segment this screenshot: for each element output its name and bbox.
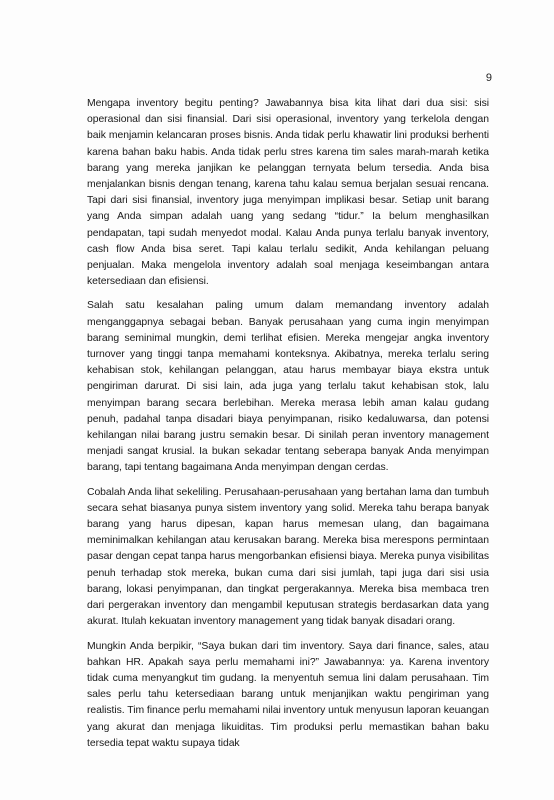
paragraph-2: Salah satu kesalahan paling umum dalam memandang inventory adalah menganggapnya sebagai beban. Banyak perusahaan yang cuma ingin menyimpan barang seminimal mungkin, demi terlihat efisien. Mereka mengejar angka inventory turnover yang tinggi tanpa memahami konteksnya. Akibatnya, mereka terlalu sering kehabisan stok, kehilangan pelanggan, atau harus membayar biaya ekstra untuk pengiriman darurat. Di sisi lain, ada juga yang terlalu takut kehabisan stok, lalu menyimpan barang secara berlebihan. Mereka merasa lebih aman kalau gudang penuh, padahal tanpa disadari biaya penyimpanan, risiko kedaluwarsa, dan potensi kehilangan nilai barang justru semakin besar. Di sinilah peran inventory management menjadi sangat krusial. Ia bukan sekadar tentang seberapa banyak Anda menyimpan barang, tapi tentang bagaimana Anda menyimpan dengan cerdas. bbox=[87, 300, 489, 474]
paragraph-4: Mungkin Anda berpikir, “Saya bukan dari tim inventory. Saya dari finance, sales, atau bahkan HR. Apakah saya perlu memahami ini?” Jawabannya: ya. Karena inventory tidak cuma menyangkut tim gudang. Ia menyentuh semua lini dalam perusahaan. Tim sales perlu tahu ketersediaan barang untuk menjanjikan waktu pengiriman yang realistis. Tim finance perlu memahami nilai inventory untuk menyusun laporan keuangan yang akurat dan menjaga likuiditas. Tim produksi perlu memastikan bahan baku tersedia tepat waktu supaya tidak bbox=[87, 640, 489, 749]
page-number: 9 bbox=[485, 72, 492, 84]
paragraph-1: Mengapa inventory begitu penting? Jawabannya bisa kita lihat dari dua sisi: sisi operasional dan sisi finansial. Dari sisi operasional, inventory yang terkelola dengan baik menjamin kelancaran proses bisnis. Anda tidak perlu khawatir lini produksi berhenti karena bahan baku habis. Anda tidak perlu stres karena tim sales marah-marah ketika barang yang mereka janjikan ke pelanggan ternyata belum tersedia. Anda bisa menjalankan bisnis dengan tenang, karena tahu kalau semua berjalan sesuai rencana. Tapi dari sisi finansial, inventory juga menyimpan implikasi besar. Setiap unit barang yang Anda simpan adalah uang yang sedang “tidur.” Ia belum menghasilkan pendapatan, tapi sudah menyedot modal. Kalau Anda punya terlalu banyak inventory, cash flow Anda bisa seret. Tapi kalau terlalu sedikit, Anda kehilangan peluang penjualan. Maka mengelola inventory adalah soal menjaga keseimbangan antara ketersediaan dan efisiensi. bbox=[87, 98, 489, 288]
body-text bbox=[87, 96, 489, 760]
paragraph-3: Cobalah Anda lihat sekeliling. Perusahaan-perusahaan yang bertahan lama dan tumbuh secara sehat biasanya punya sistem inventory yang solid. Mereka tahu berapa banyak barang yang harus dipesan, kapan harus memesan ulang, dan bagaimana meminimalkan kehilangan atau kerusakan barang. Mereka bisa merespons permintaan pasar dengan cepat tanpa harus mengorbankan efisiensi biaya. Mereka punya visibilitas penuh terhadap stok mereka, bukan cuma dari sisi jumlah, tapi juga dari sisi usia barang, lokasi penyimpanan, dan tingkat pergerakannya. Mereka bisa membaca tren dari pergerakan inventory dan mengambil keputusan strategis berdasarkan data yang akurat. Itulah kekuatan inventory management yang tidak banyak disadari orang. bbox=[87, 486, 489, 628]
